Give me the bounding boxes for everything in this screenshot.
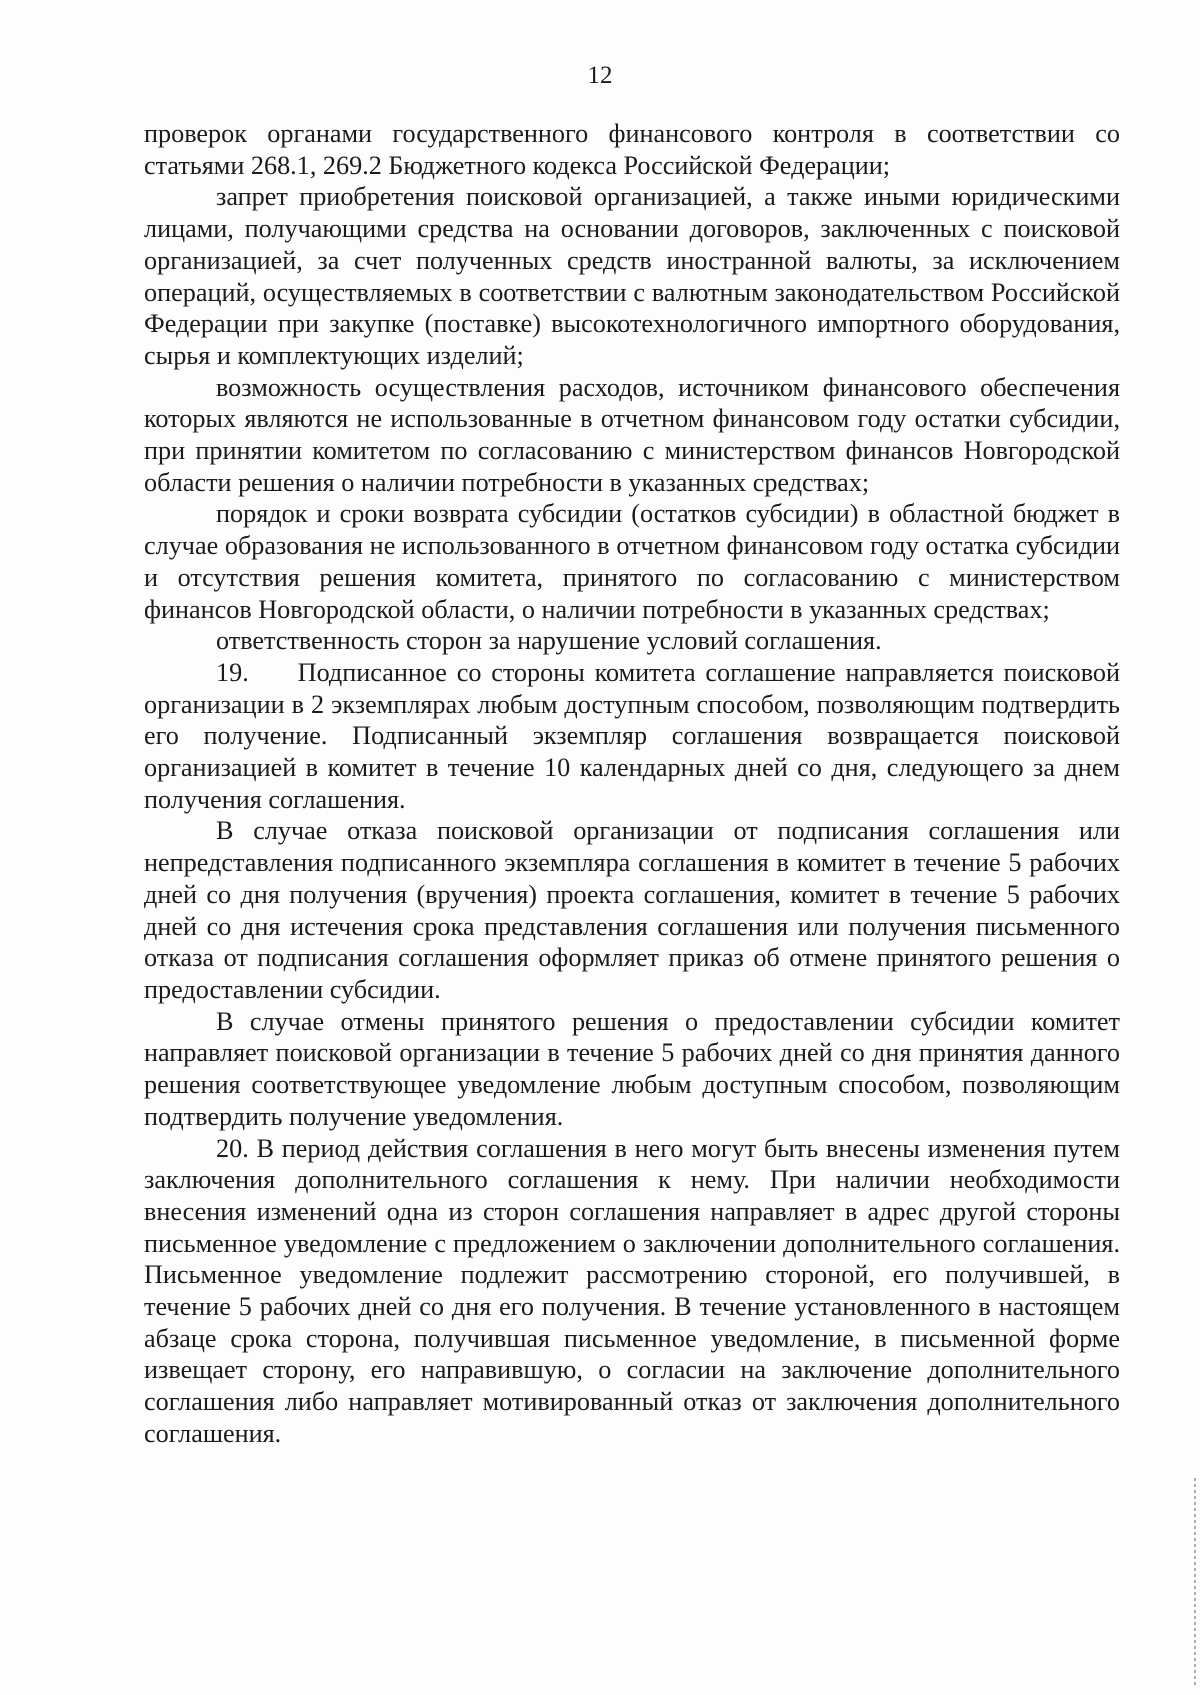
document-body — [144, 118, 1120, 1450]
paragraph-subsidy-return: порядок и сроки возврата субсидии (остатков субсидии) в областной бюджет в случае образования не использованного в отчетном финансовом году остатка субсидии и отсутствия решения комитета, принятого по согласованию с министерством финансов Новгородской области, о наличии потребности в указанных средствах; — [144, 499, 1120, 624]
paragraph-clause-19: 19. Подписанное со стороны комитета соглашение направляется поисковой организации в 2 экземплярах любым доступным способом, позволяющим подтвердить его получение. Подписанный экземпляр соглашения возвращается поисковой организацией в комитет в течение 10 календарных дней со дня, следующего за днем получения соглашения. — [144, 657, 1120, 814]
page-number: 12 — [587, 62, 613, 89]
paragraph-cancellation-case: В случае отмены принятого решения о предоставлении субсидии комитет направляет поисковой организации в течение 5 рабочих дней со дня принятия данного решения соответствующее уведомление любым доступным способом, позволяющим подтвердить получение уведомления. — [144, 1006, 1120, 1131]
paragraph-responsibility: ответственность сторон за нарушение условий соглашения. — [216, 626, 882, 656]
scan-edge-artifact — [1194, 1478, 1196, 1688]
paragraph-clause-20: 20. В период действия соглашения в него могут быть внесены изменения путем заключения дополнительного соглашения к нему. При наличии необходимости внесения изменений одна из сторон соглашения направляет в адрес другой стороны письменное уведомление с предложением о заключении дополнительного соглашения. Письменное уведомление подлежит рассмотрению стороной, его получившей, в течение 5 рабочих дней со дня его получения. В течение установленного в настоящем абзаце срока сторона, получившая письменное уведомление, в письменной форме извещает сторону, его направившую, о согласии на заключение дополнительного соглашения либо направляет мотивированный отказ от заключения дополнительного соглашения. — [144, 1133, 1120, 1448]
paragraph-unused-balance-spending: возможность осуществления расходов, источником финансового обеспечения которых являются не использованные в отчетном финансовом году остатки субсидии, при принятии комитетом по согласованию с министерством финансов Новгородской области решения о наличии потребности в указанных средствах; — [144, 372, 1120, 497]
paragraph-refusal-case: В случае отказа поисковой организации от подписания соглашения или непредставления подписанного экземпляра соглашения в комитет в течение 5 рабочих дней со дня получения (вручения) проекта соглашения, комитет в течение 5 рабочих дней со дня истечения срока представления соглашения или получения письменного отказа от подписания соглашения оформляет приказ об отмене принятого решения о предоставлении субсидии. — [144, 816, 1120, 1004]
paragraph-currency-ban: запрет приобретения поисковой организацией, а также иными юридическими лицами, получающими средства на основании договоров, заключенных с поисковой организацией, за счет полученных средств иностранной валюты, за исключением операций, осуществляемых в соответствии с валютным законодательством Российской Федерации при закупке (поставке) высокотехнологичного импортного оборудования, сырья и комплектующих изделий; — [144, 182, 1120, 370]
paragraph-continuation: проверок органами государственного финансового контроля в соответствии со статьями 268.1, 269.2 Бюджетного кодекса Российской Федерации; — [144, 119, 1120, 180]
